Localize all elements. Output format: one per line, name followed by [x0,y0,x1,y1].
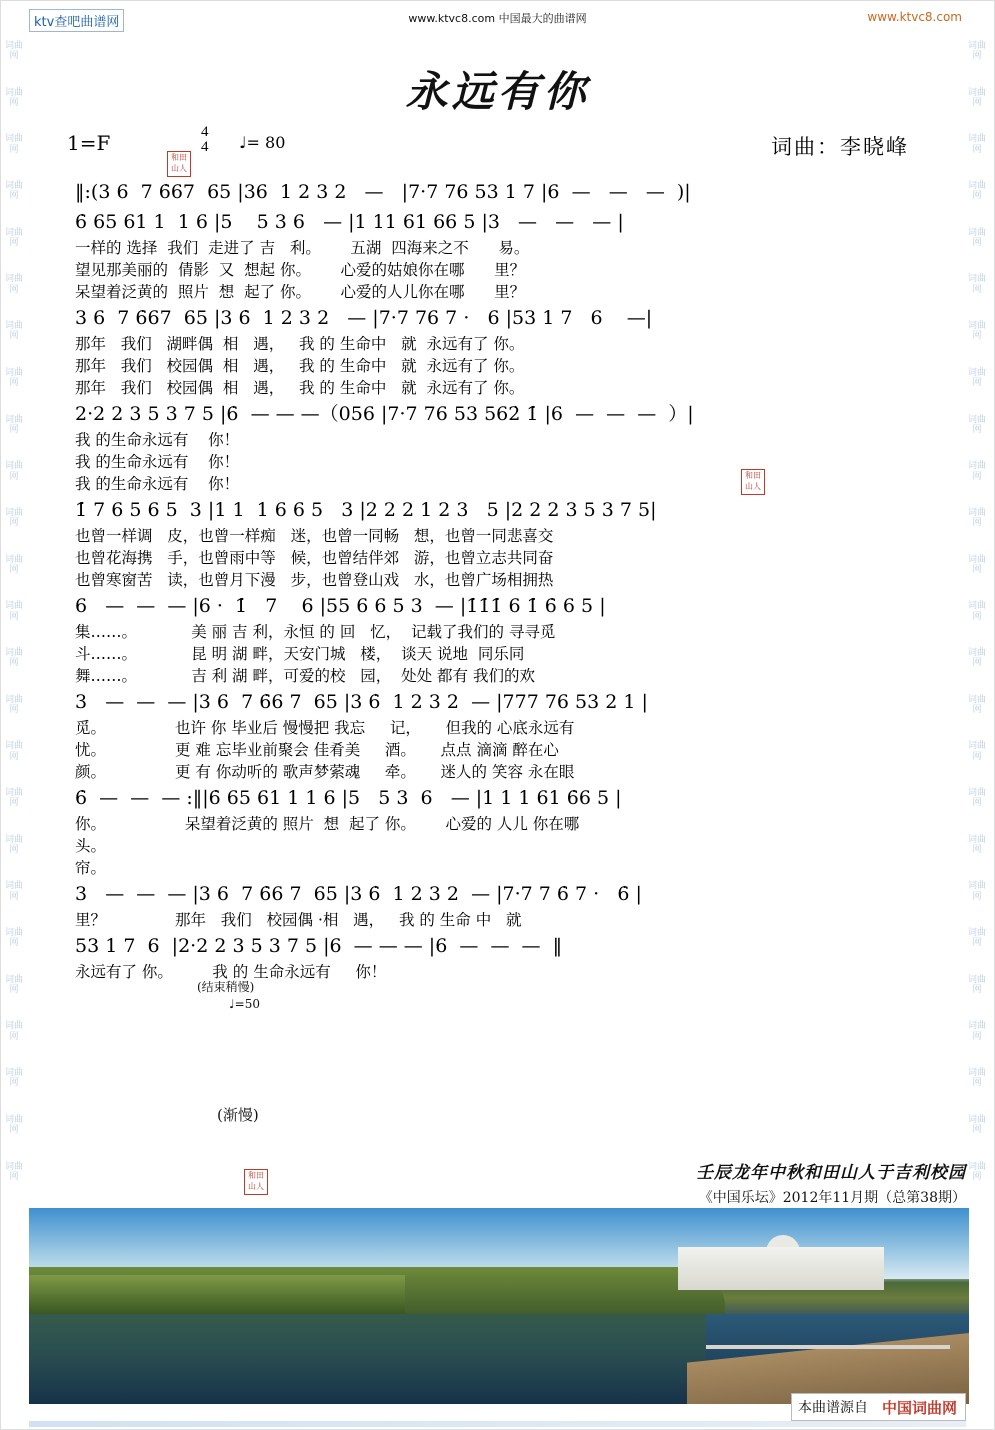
watermark-item: 词曲网 [4,1161,23,1182]
watermark-item: 词曲网 [4,367,23,389]
watermark-item: 词曲网 [967,274,986,295]
watermark-item: 词曲网 [967,41,986,62]
notation-line: 6 — — — |6 · 1̇ 7 6 |55 6 6 5 3 — |1̇1̇1̇ 6 1̇ 6̇ 6 5 | [75,595,606,617]
lyric-line: 永远有了 你。 我 的 生命永远有 你！ [75,963,387,981]
score-system [1,879,994,931]
score-system [1,495,994,591]
lyric-line: 我 的生命永远有 你！ [75,431,240,449]
watermark-item: 词曲网 [4,134,23,155]
lyric-line: 觅。 也许 你 毕业后 慢慢把 我忘 记， 但我的 心底永远有 [75,719,575,737]
watermark-item: 词曲网 [967,554,986,575]
photo-building [678,1247,885,1290]
watermark-item: 词曲网 [4,321,23,342]
site-tagline: 中国最大的曲谱网 [498,12,587,25]
site-url-right[interactable]: www.ktvc8.com [867,10,962,24]
watermark-item: 词曲网 [4,974,23,996]
time-signature [201,125,209,155]
watermark-item: 词曲网 [4,181,23,202]
footer-credit-line1: 壬辰龙年中秋和田山人于吉利校园 [696,1163,966,1183]
annotation-gradually-slow: (渐慢) [217,1106,259,1124]
landscape-photo [29,1208,969,1404]
footer-credit-line2: 《中国乐坛》2012年11月期（总第38期） [698,1190,966,1206]
watermark-item: 词曲网 [4,461,23,482]
watermark-item: 词曲网 [4,1068,23,1089]
watermark-item: 词曲网 [4,1114,23,1136]
score-system [1,591,994,687]
score-system [1,177,994,207]
watermark-item: 词曲网 [4,834,23,856]
watermark-item: 词曲网 [967,788,986,809]
site-badge-left[interactable]: ktv查吧曲谱网 [29,9,124,32]
watermark-item: 词曲网 [967,881,986,902]
source-site-name[interactable]: 中国词曲网 [881,1398,957,1417]
watermark-item: 词曲网 [967,1161,986,1182]
score-system [1,207,994,303]
watermark-item: 词曲网 [967,601,986,622]
watermark-item: 词曲网 [967,694,986,715]
watermark-item: 词曲网 [967,741,986,762]
lyric-line: 里？ 那年 我们 校园偶 ·相 遇， 我 的 生命 中 就 [75,911,522,929]
lyric-line: 也曾一样调 皮，也曾一样痴 迷，也曾一同畅 想，也曾一同悲喜交 [75,527,554,545]
lyric-line: 也曾寒窗苦 读，也曾月下漫 步，也曾登山戏 水，也曾广场相拥热 [75,571,554,589]
score-system [1,399,994,495]
watermark-item: 词曲网 [4,274,23,295]
lyric-line: 我 的生命永远有 你！ [75,475,240,493]
score-system [1,303,994,399]
notation-line: 6̇ 65 61 1 1 6 |5 5 3 6 — |1 11 61 66 5 |3 — — — | [75,211,624,233]
photo-trees-foreground [29,1275,405,1318]
seal-stamp-icon: 和田山人 [167,151,191,177]
lyric-line: 呆望着泛黄的 照片 想 起了 你。 心爱的人儿你在哪 里？ [75,283,526,301]
lyric-line: 斗……。 昆 明 湖 畔，天安门城 楼， 谈天 说地 同乐同 [75,645,525,663]
watermark-item: 词曲网 [967,507,986,529]
watermark-item: 词曲网 [967,1068,986,1089]
key-signature: 1=F [67,131,111,155]
score-system [1,687,994,783]
time-signature-top: 4 [201,124,209,140]
watermark-item: 词曲网 [4,1021,23,1042]
site-url-text: www.ktvc8.com [408,12,496,25]
notation-line: 1̇ 7 6 5 6 5 3 |1 1 1 6 6 5 3 |2 2 2 1 2 3 5 |2 2 2 3 5 3 7 5| [75,499,657,521]
watermark-item: 词曲网 [967,647,986,669]
watermark-item: 词曲网 [4,788,23,809]
watermark-item: 词曲网 [967,181,986,202]
annotation-ending-tempo: ♩=50 [229,997,260,1011]
watermark-item: 词曲网 [4,928,23,949]
lyric-line: 集……。 美 丽 吉 利，永恒 的 回 忆， 记载了我们的 寻寻觅 [75,623,556,641]
watermark-item: 词曲网 [967,367,986,389]
seal-stamp-icon: 和田山人 [244,1169,268,1195]
watermark-item: 词曲网 [967,1021,986,1042]
notation-line: 53 1 7 6 |2·2 2 3 5 3 7 5 |6 — — — |6 — — — ‖ [75,935,563,957]
lyric-line: 那年 我们 校园偶 相 遇， 我 的 生命中 就 永远有了 你。 [75,379,525,397]
notation-line: 6̇ — — — :‖|6̇ 65 61 1 1 6 |5 5 3 6 — |1 1 1 61 6̇6 5 | [75,787,622,809]
composer-credit: 词曲：李晓峰 [771,135,909,159]
lyric-line: 颜。 更 有 你动听的 歌声梦萦魂 牵。 迷人的 笑容 永在眼 [75,763,575,781]
watermark-item: 词曲网 [4,41,23,62]
score-system [1,931,994,983]
score-system [1,783,994,879]
footer-credit [696,1158,966,1207]
watermark-item: 词曲网 [4,694,23,715]
lyric-line: 你。 呆望着泛黄的 照片 想 起了 你。 心爱的 人儿 你在哪 [75,815,580,833]
source-badge[interactable] [791,1393,966,1421]
watermark-item: 词曲网 [967,974,986,996]
watermark-item: 词曲网 [4,741,23,762]
watermark-item: 词曲网 [967,1114,986,1136]
lyric-line: 头。 [75,837,107,855]
watermark-item: 词曲网 [967,834,986,856]
notation-line: ‖:(3 6 7 6̇67 65 |36 1 2 3 2 — |7·7 76 53 1 7 |6 — — — )| [75,181,691,203]
lyric-line: 我 的生命永远有 你！ [75,453,240,471]
notation-line: 3 — — — |3 6 7 6̇6 7 65 |3 6̇ 1 2 3 2 — |7·7 7 6̇ 7 · 6̇ | [75,883,642,905]
watermark-item: 词曲网 [4,554,23,575]
watermark-item: 词曲网 [4,647,23,669]
lyric-line: 那年 我们 校园偶 相 遇， 我 的 生命中 就 永远有了 你。 [75,357,525,375]
seal-stamp-icon: 和田山人 [741,469,765,495]
watermark-item: 词曲网 [4,87,23,109]
watermark-item: 词曲网 [4,507,23,529]
watermark-item: 词曲网 [4,414,23,435]
lyric-line: 帘。 [75,859,107,877]
photo-water-reflection [29,1314,706,1404]
score-body [1,177,994,983]
score-metadata [1,124,994,169]
watermark-item: 词曲网 [967,321,986,342]
time-signature-bottom: 4 [201,139,209,155]
page-title: 永远有你 [405,67,590,116]
lyric-line: 那年 我们 湖畔偶 相 遇， 我 的 生命中 就 永远有了 你。 [75,335,525,353]
tempo-marking: ♩= 80 [239,133,286,152]
source-prefix: 本曲谱源自 [797,1400,868,1416]
lyric-line: 望见那美丽的 倩影 又 想起 你。 心爱的姑娘你在哪 里？ [75,261,526,279]
notation-line: 2·2 2 3 5 3 7 5 |6̇ — — —（056 |7·7 76 53 562̇ 1̇ |6 — — — ）| [75,403,694,425]
site-url-center [408,10,586,26]
bottom-strip [29,1421,966,1427]
lyric-line: 忧。 更 难 忘毕业前聚会 佳肴美 酒。 点点 滴滴 醉在心 [75,741,559,759]
watermark-item: 词曲网 [967,87,986,109]
watermark-item: 词曲网 [967,461,986,482]
notation-line: 3 — — — |3 6 7 6̇6 7 65 |3 6̇ 1 2 3 2 — |777 76 53 2 1 | [75,691,648,713]
watermark-item: 词曲网 [967,134,986,155]
watermark-item: 词曲网 [967,414,986,435]
watermark-item: 词曲网 [4,601,23,622]
top-bar [1,1,994,35]
watermark-item: 词曲网 [4,227,23,249]
lyric-line: 也曾花海携 手，也曾雨中等 候，也曾结伴郊 游，也曾立志共同奋 [75,549,554,567]
notation-line: 3 6 7 6̇67 65 |3 6̇ 1 2 3 2 — |7·7 76 7 · 6 |53 1 7 6 —| [75,307,653,329]
lyric-line: 舞……。 吉 利 湖 畔，可爱的校 园， 处处 都有 我们的欢 [75,667,535,685]
watermark-item: 词曲网 [967,928,986,949]
photo-railing [706,1345,950,1349]
watermark-item: 词曲网 [4,881,23,902]
annotation-ending-slow: (结束稍慢) [197,980,255,994]
watermark-item: 词曲网 [967,227,986,249]
lyric-line: 一样的 选择 我们 走进了 吉 利。 五湖 四海来之不 易。 [75,239,530,257]
